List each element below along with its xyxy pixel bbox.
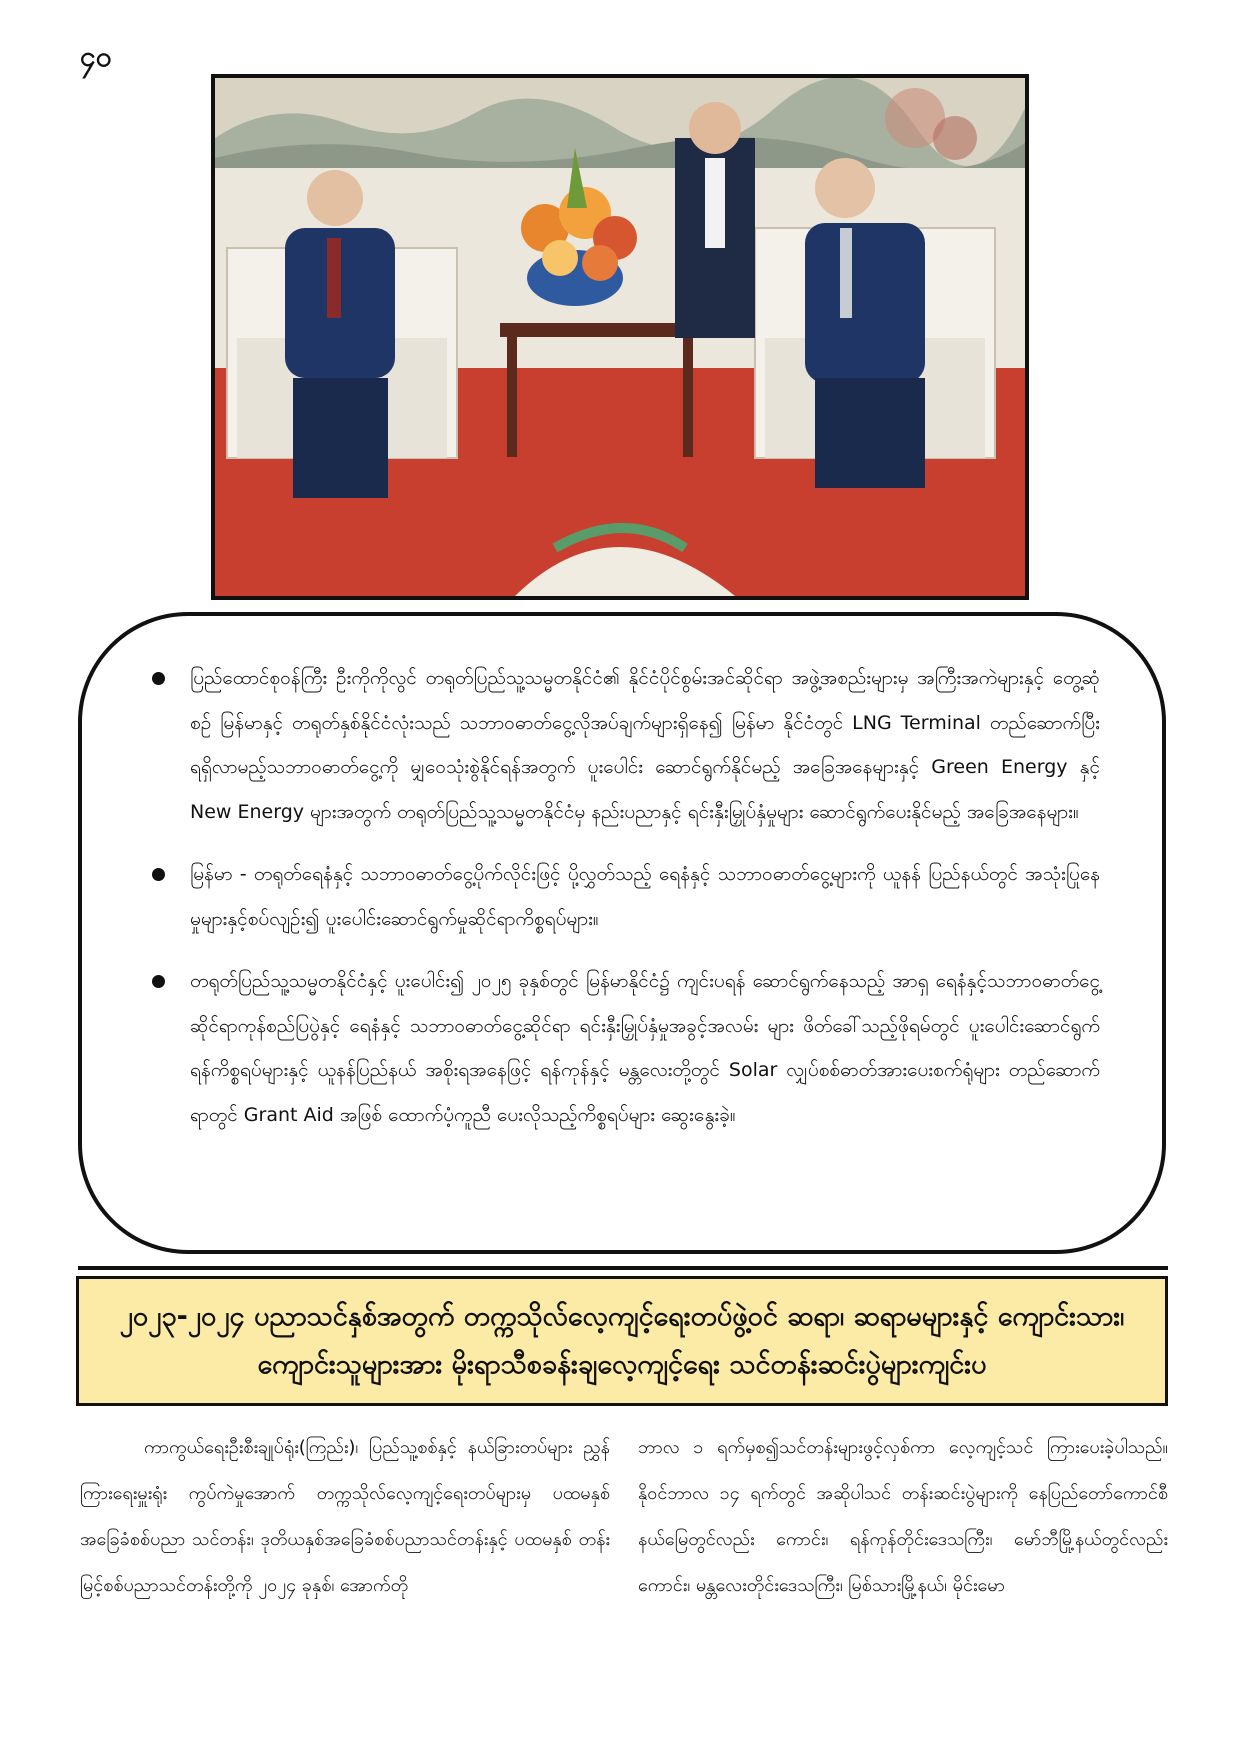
article-headline: ၂၀၂၃-၂၀၂၄ ပညာသင်နှစ်အတွက် တက္ကသိုလ်လေ့ကျင့်ရေးတပ်ဖွဲ့ဝင် ဆရာ၊ ဆရာမများနှင့် ကျောင်းသား၊ ကျောင်းသူများအား မိုးရာသီစခန်းချလေ့ကျင့်ရေး သင်တန်းဆင်းပွဲများကျင်းပ	[119, 1301, 1125, 1380]
summary-bullet-list	[152, 656, 1100, 1137]
section-divider	[78, 1266, 1168, 1270]
article-paragraph: ကာကွယ်ရေးဦးစီးချုပ်ရုံး(ကြည်း)၊ ပြည်သူ့စစ်နှင့် နယ်ခြားတပ်များ ညွှန်ကြားရေးမှူးရုံး ကွပ်ကဲမှုအောက် တက္ကသိုလ်လေ့ကျင့်ရေးတပ်များမှ ပထမနှစ်အခြေခံစစ်ပညာ သင်တန်း၊ ဒုတိယနှစ်အခြေခံစစ်ပညာသင်တန်းနှင့် ပထမနှစ် တန်းမြင့်စစ်ပညာသင်တန်းတို့ကို ၂၀၂၄ ခုနှစ်၊ အောက်တို	[80, 1437, 610, 1596]
summary-bullet: တရုတ်ပြည်သူ့သမ္မတနိုင်ငံနှင့် ပူးပေါင်း၍ ၂၀၂၅ ခုနှစ်တွင် မြန်မာနိုင်ငံ၌ ကျင်းပရန် ဆောင်ရွက်နေသည့် အာရှ ရေနံနှင့်သဘာဝဓာတ်ငွေ့ဆိုင်ရာကုန်စည်ပြပွဲနှင့် ရေနံနှင့် သဘာဝဓာတ်ငွေ့ဆိုင်ရာ ရင်းနှီးမြှုပ်နှံမှုအခွင့်အလမ်း များ ဖိတ်ခေါ်သည့်ဖိုရမ်တွင် ပူးပေါင်းဆောင်ရွက်ရန်ကိစ္စရပ်များနှင့် ယူနန်ပြည်နယ် အစိုးရအနေဖြင့် ရန်ကုန်နှင့် မန္တလေးတို့တွင် Solar လျှပ်စစ်ဓာတ်အားပေးစက်ရုံများ တည်ဆောက်ရာတွင် Grant Aid အဖြစ် ထောက်ပံ့ကူညီ ပေးလိုသည့်ကိစ္စရပ်များ ဆွေးနွေးခဲ့။	[152, 959, 1100, 1137]
meeting-summary-box	[78, 612, 1166, 1254]
meeting-photo	[211, 74, 1029, 600]
summary-bullet: မြန်မာ - တရုတ်ရေနံနှင့် သဘာဝဓာတ်ငွေ့ပိုက်လိုင်းဖြင့် ပို့လွှတ်သည့် ရေနံနှင့် သဘာဝဓာတ်ငွေ့များကို ယူနန် ပြည်နယ်တွင် အသုံးပြုနေမှုများနှင့်စပ်လျဉ်း၍ ပူးပေါင်းဆောင်ရွက်မှုဆိုင်ရာကိစ္စရပ်များ။	[152, 852, 1100, 941]
summary-bullet: ပြည်ထောင်စုဝန်ကြီး ဦးကိုကိုလွင် တရုတ်ပြည်သူ့သမ္မတနိုင်ငံ၏ နိုင်ငံပိုင်စွမ်းအင်ဆိုင်ရာ အဖွဲ့အစည်းများမှ အကြီးအကဲများနှင့် တွေ့ဆုံစဉ် မြန်မာနှင့် တရုတ်နှစ်နိုင်ငံလုံးသည် သဘာဝဓာတ်ငွေ့လိုအပ်ချက်များရှိနေ၍ မြန်မာ နိုင်ငံတွင် LNG Terminal တည်ဆောက်ပြီး ရရှိလာမည့်သဘာဝဓာတ်ငွေ့ကို မျှဝေသုံးစွဲနိုင်ရန်အတွက် ပူးပေါင်း ဆောင်ရွက်နိုင်မည့် အခြေအနေများနှင့် Green Energy နှင့် New Energy များအတွက် တရုတ်ပြည်သူ့သမ္မတနိုင်ငံမှ နည်းပညာနှင့် ရင်းနှီးမြှုပ်နှံမှုများ ဆောင်ရွက်ပေးနိုင်မည့် အခြေအနေများ။	[152, 656, 1100, 834]
meeting-photo-illustration	[215, 78, 1025, 596]
article-body	[80, 1425, 1168, 1609]
article-column-left	[80, 1425, 610, 1609]
article-headline-box	[76, 1276, 1168, 1406]
article-paragraph: ဘာလ ၁ ရက်မှစ၍သင်တန်းများဖွင့်လှစ်ကာ လေ့ကျင့်သင် ကြားပေးခဲ့ပါသည်။ နိုဝင်ဘာလ ၁၄ ရက်တွင် အဆိုပါသင် တန်းဆင်းပွဲများကို နေပြည်တော်ကောင်စီနယ်မြေတွင်လည်း ကောင်း၊ ရန်ကုန်တိုင်းဒေသကြီး၊ မော်ဘီမြို့နယ်တွင်လည်း ကောင်း၊ မန္တလေးတိုင်းဒေသကြီး၊ မြစ်သားမြို့နယ်၊ မိုင်းမော	[638, 1437, 1168, 1596]
article-column-right	[638, 1425, 1168, 1609]
page-number: ၄၀	[80, 40, 112, 73]
